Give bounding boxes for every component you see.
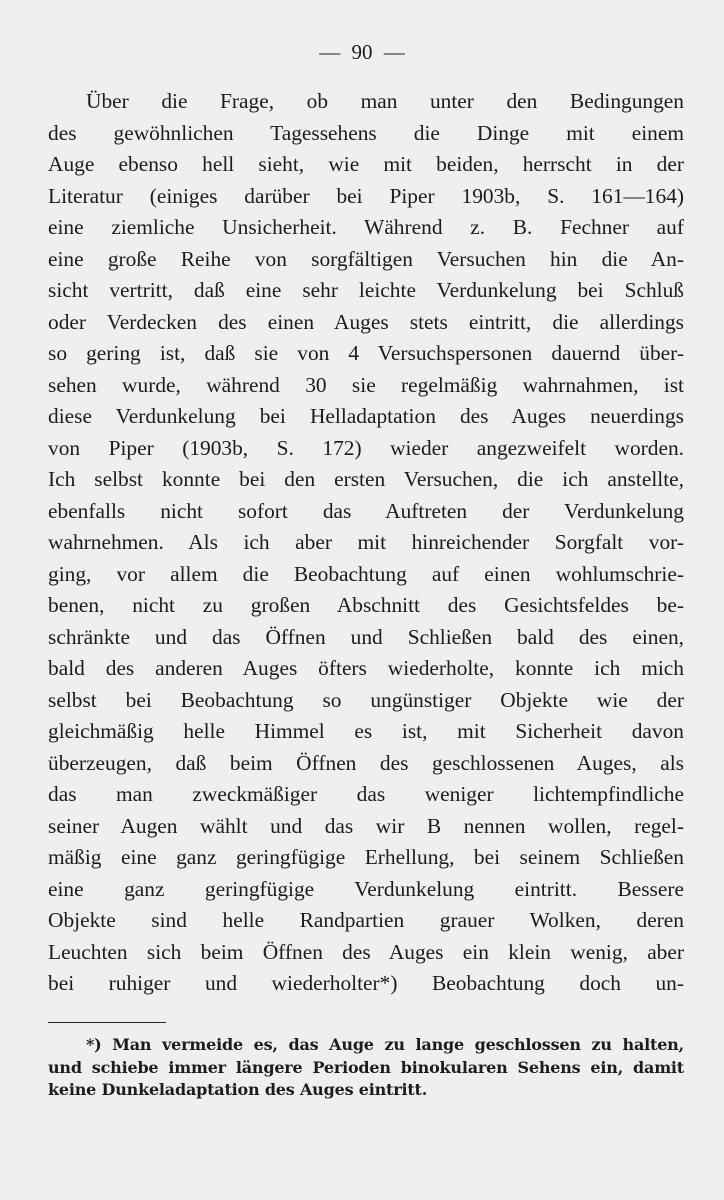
footnote-line: *) Man vermeide es, das Auge zu lange geschlossen zu halten,	[86, 1035, 684, 1054]
page-number: — 90 —	[319, 40, 405, 64]
text-line: gleichmäßig helle Himmel es ist, mit Sicherheit davon	[48, 719, 684, 743]
text-line: Ich selbst konnte bei den ersten Versuchen, die ich anstellte,	[48, 467, 684, 491]
text-line: ebenfalls nicht sofort das Auftreten der Verdunkelung	[48, 498, 684, 523]
text-line: eine ganz geringfügige Verdunkelung eintritt. Bessere	[48, 876, 684, 901]
body-text	[48, 86, 684, 1000]
text-line: eine ziemliche Unsicherheit. Während z. B. Fechner auf	[48, 215, 684, 239]
text-line: überzeugen, daß beim Öffnen des geschlossenen Auges, als	[48, 750, 684, 775]
text-line: Leuchten sich beim Öffnen des Auges ein klein wenig, aber	[48, 939, 684, 964]
footnote-line: und schiebe immer längere Perioden binokularen Sehens ein, damit	[48, 1057, 684, 1077]
text-line: eine große Reihe von sorgfältigen Versuchen hin die An-	[48, 246, 684, 271]
footnote-rule	[48, 1022, 166, 1023]
text-line: bald des anderen Auges öfters wiederholte, konnte ich mich	[48, 656, 684, 680]
text-line: des gewöhnlichen Tagessehens die Dinge mit einem	[48, 120, 684, 145]
footnote-line: keine Dunkeladaptation des Auges eintritt.	[48, 1080, 428, 1099]
text-line: von Piper (1903b, S. 172) wieder angezweifelt worden.	[48, 435, 684, 460]
text-line: Auge ebenso hell sieht, wie mit beiden, herrscht in der	[48, 152, 684, 176]
text-line: sehen wurde, während 30 sie regelmäßig wahrnahmen, ist	[48, 372, 684, 397]
text-line: so gering ist, daß sie von 4 Versuchspersonen dauernd über-	[48, 341, 684, 365]
text-line: Objekte sind helle Randpartien grauer Wolken, deren	[48, 908, 684, 932]
text-line: seiner Augen wählt und das wir B nennen wollen, regel-	[48, 813, 684, 838]
text-line: benen, nicht zu großen Abschnitt des Gesichtsfeldes be-	[48, 593, 684, 617]
text-line: schränkte und das Öffnen und Schließen bald des einen,	[48, 624, 684, 649]
text-line: sicht vertritt, daß eine sehr leichte Verdunkelung bei Schluß	[48, 278, 684, 302]
text-line: das man zweckmäßiger das weniger lichtempfindliche	[48, 782, 684, 806]
text-line: wahrnehmen. Als ich aber mit hinreichender Sorgfalt vor-	[48, 530, 684, 554]
text-line: bei ruhiger und wiederholter*) Beobachtung doch un-	[48, 971, 684, 995]
text-line: selbst bei Beobachtung so ungünstiger Objekte wie der	[48, 687, 684, 712]
footnotes	[48, 1034, 684, 1102]
text-line: diese Verdunkelung bei Helladaptation des Auges neuerdings	[48, 404, 684, 428]
text-line: Über die Frage, ob man unter den Bedingungen	[86, 89, 684, 113]
text-line: mäßig eine ganz geringfügige Erhellung, bei seinem Schließen	[48, 845, 684, 869]
text-line: ging, vor allem die Beobachtung auf einen wohlumschrie-	[48, 561, 684, 586]
text-line: oder Verdecken des einen Auges stets eintritt, die allerdings	[48, 309, 684, 334]
text-line: Literatur (einiges darüber bei Piper 1903b, S. 161—164)	[48, 183, 684, 208]
